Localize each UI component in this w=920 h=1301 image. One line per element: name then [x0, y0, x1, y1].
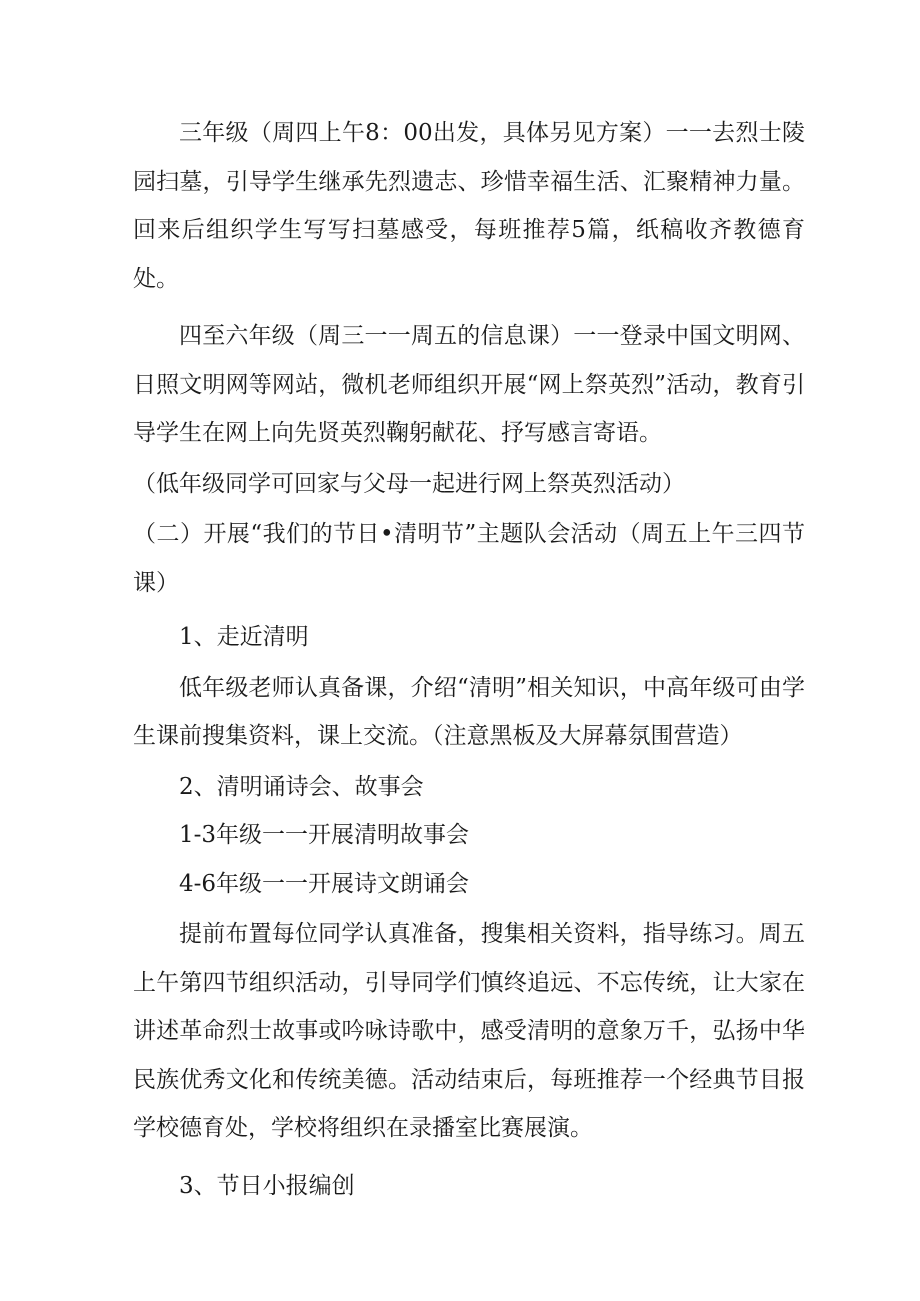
item-heading-1: 1、走近清明: [179, 624, 309, 650]
paragraph-grade3-tomb-sweeping: 三年级（周四上午8：00出发，具体另见方案）一一去烈士陵园扫墓，引导学生继承先烈遗志、珍惜幸福生活、汇聚精神力量。回来后组织学生写写扫墓感受，每班推荐5篇，纸稿收齐教德育处。: [133, 120, 805, 292]
paragraph-grade4-6-online-memorial: 四至六年级（周三一一周五的信息课）一一登录中国文明网、日照文明网等网站，微机老师组织开展“网上祭英烈”活动，教育引导学生在网上向先贤英烈鞠躬献花、抒写感言寄语。: [133, 323, 805, 446]
item-heading-2: 2、清明诵诗会、故事会: [179, 773, 424, 800]
paragraph-preparation: 提前布置每位同学认真准备，搜集相关资料，指导练习。周五上午第四节组织活动，引导同学们慎终追远、不忘传统，让大家在讲述革命烈士故事或吟咏诗歌中，感受清明的意象万千，弘扬中华民族优秀文化和传统美德。活动结束后，每班推荐一个经典节目报学校德育处，学校将组织在录播室比赛展演。: [133, 921, 805, 1141]
paragraph-grade1-3-story: 1-3年级一一开展清明故事会: [179, 822, 470, 848]
paragraph-lower-grade-note: （低年级同学可回家与父母一起进行网上祭英烈活动）: [133, 470, 685, 497]
section-heading-theme-meeting: （二）开展“我们的节日•清明节”主题队会活动（周五上午三四节课）: [133, 521, 805, 596]
paragraph-grade4-6-poetry: 4-6年级一一开展诗文朗诵会: [179, 870, 470, 897]
paragraph-approach-qingming: 低年级老师认真备课，介绍“清明”相关知识，中高年级可由学生课前搜集资料，课上交流。（注意黑板及大屏幕氛围营造）: [133, 674, 805, 749]
document-body: [133, 109, 805, 1210]
item-heading-3: 3、节日小报编创: [179, 1172, 355, 1199]
